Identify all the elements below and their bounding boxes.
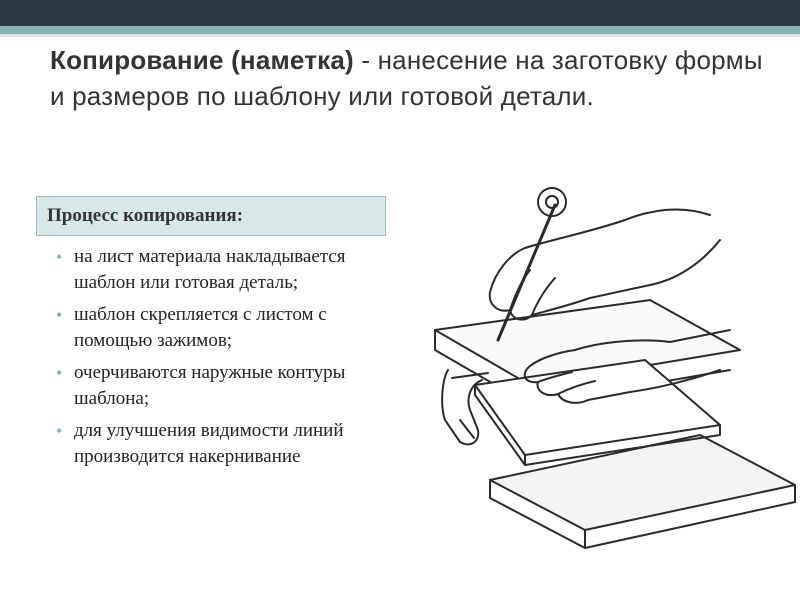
bullet-icon: •: [56, 421, 63, 441]
clamp: [442, 370, 482, 444]
slide-title: [50, 42, 770, 114]
bullet-icon: •: [56, 247, 63, 267]
process-subheading: Процесс копирования:: [36, 196, 386, 236]
process-steps-list: [56, 244, 386, 476]
title-definition: - нанесение на заготовку формы и размеров по шаблону или готовой детали.: [50, 45, 763, 111]
copying-illustration: [400, 180, 800, 580]
list-item-text: очерчиваются наружные контуры шаблона;: [74, 362, 346, 409]
list-item-text: на лист материала накладывается шаблон или готовая деталь;: [74, 246, 346, 293]
top-decor-bar: [0, 0, 800, 26]
list-item: [56, 302, 386, 354]
top-decor-stripe: [0, 26, 800, 34]
bullet-icon: •: [56, 363, 63, 383]
list-item: [56, 244, 386, 296]
list-item: [56, 360, 386, 412]
list-item-text: шаблон скрепляется с листом с помощью зажимов;: [74, 304, 327, 351]
title-term: Копирование (наметка): [50, 45, 354, 75]
list-item: [56, 418, 386, 470]
list-item-text: для улучшения видимости линий производится накернивание: [74, 420, 344, 467]
top-decor-line: [0, 34, 800, 37]
left-hand: [490, 220, 720, 320]
bullet-icon: •: [56, 305, 63, 325]
